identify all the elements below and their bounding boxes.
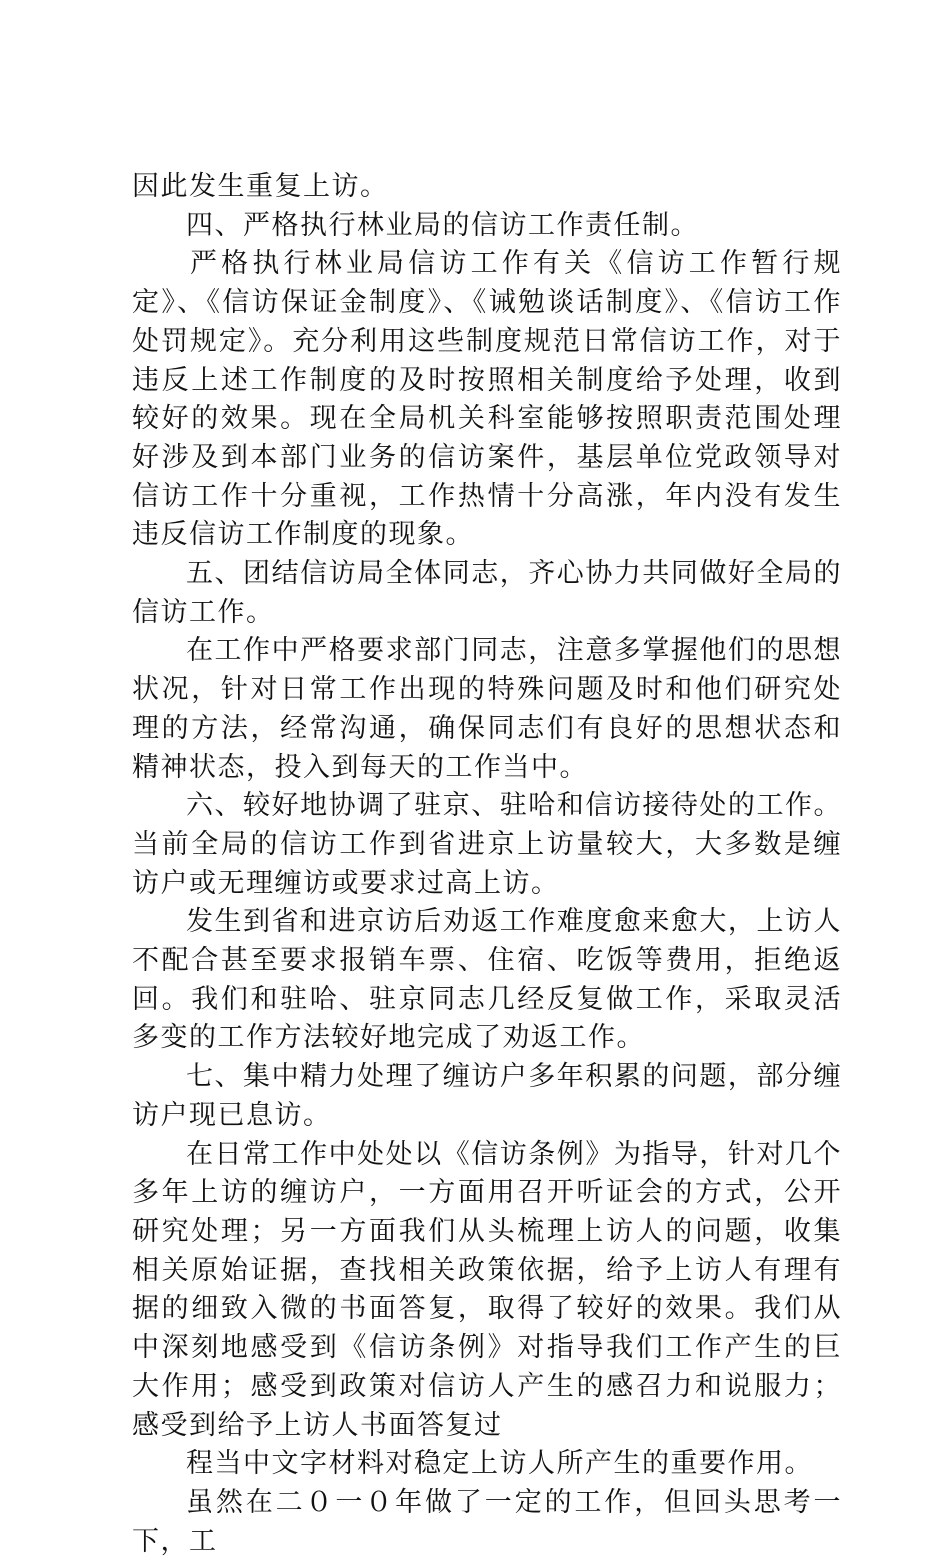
section-heading-6: 六、较好地协调了驻京、驻哈和信访接待处的工作。当前全局的信访工作到省进京上访量较大，大多数是缠访户或无理缠访或要求过高上访。 xyxy=(132,790,842,899)
paragraph: 虽然在二０一０年做了一定的工作，但回头思考一下，工 xyxy=(132,1486,842,1557)
section-heading-5: 五、团结信访局全体同志，齐心协力共同做好全局的信访工作。 xyxy=(132,558,842,628)
section-heading-4: 四、严格执行林业局的信访工作责任制。 xyxy=(186,209,699,241)
paragraph: 发生到省和进京访后劝返工作难度愈来愈大，上访人不配合甚至要求报销车票、住宿、吃饭等费用，拒绝返回。我们和驻哈、驻京同志几经反复做工作，采取灵活多变的工作方法较好地完成了劝返工作。 xyxy=(132,906,842,1054)
paragraph: 严格执行林业局信访工作有关《信访工作暂行规定》、《信访保证金制度》、《诫勉谈话制度》、《信访工作处罚规定》。充分利用这些制度规范日常信访工作，对于违反上述工作制度的及时按照相关制度给予处理，收到较好的效果。现在全局机关科室能够按照职责范围处理好涉及到本部门业务的信访案件，基层单位党政领导对信访工作十分重视，工作热情十分高涨，年内没有发生违反信访工作制度的现象。 xyxy=(132,248,842,551)
paragraph-continuation: 因此发生重复上访。 xyxy=(132,171,389,202)
document-body xyxy=(132,168,842,1561)
paragraph: 程当中文字材料对稳定上访人所产生的重要作用。 xyxy=(186,1448,813,1480)
paragraph: 在日常工作中处处以《信访条例》为指导，针对几个多年上访的缠访户，一方面用召开听证会的方式，公开研究处理；另一方面我们从头梳理上访人的问题，收集相关原始证据，查找相关政策依据，给予上访人有理有据的细致入微的书面答复，取得了较好的效果。我们从中深刻地感受到《信访条例》对指导我们工作产生的巨大作用；感受到政策对信访人产生的感召力和说服力；感受到给予上访人书面答复过 xyxy=(132,1138,842,1441)
section-heading-7: 七、集中精力处理了缠访户多年积累的问题，部分缠访户现已息访。 xyxy=(132,1061,842,1131)
paragraph: 在工作中严格要求部门同志，注意多掌握他们的思想状况，针对日常工作出现的特殊问题及时和他们研究处理的方法，经常沟通，确保同志们有良好的思想状态和精神状态，投入到每天的工作当中。 xyxy=(132,635,842,783)
